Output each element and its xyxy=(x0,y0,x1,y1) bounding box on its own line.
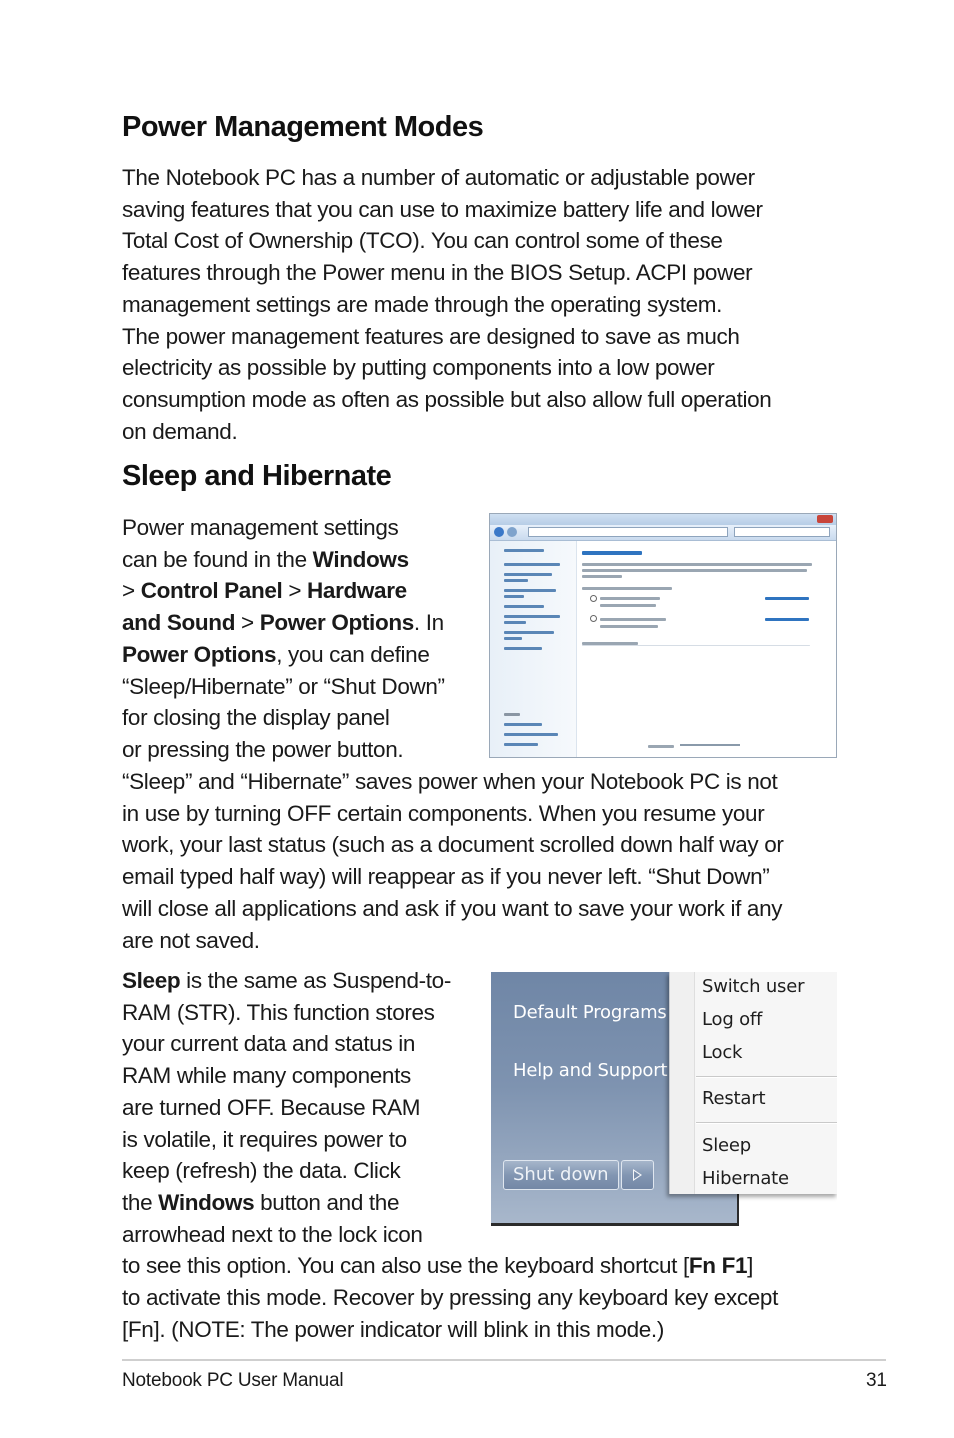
text-line: to see this option. You can also use the keyboard shortcut [Fn F1] xyxy=(122,1253,754,1279)
shutdown-options-arrow-button[interactable] xyxy=(621,1160,654,1190)
sleep-hibernate-body xyxy=(122,766,784,956)
text-line: are turned OFF. Because RAM xyxy=(122,1094,421,1120)
text-line: arrowhead next to the lock icon xyxy=(122,1221,423,1247)
text-line: [Fn]. (NOTE: The power indicator will blink in this mode.) xyxy=(122,1316,664,1342)
text-line: Power Options, you can define xyxy=(122,641,430,667)
text-line: your current data and status in xyxy=(122,1031,416,1057)
brightness-slider xyxy=(680,744,740,746)
sleep-hibernate-intro xyxy=(122,512,445,766)
text-line: or pressing the power button. xyxy=(122,736,404,762)
text-line: can be found in the Windows xyxy=(122,546,409,572)
task-pane xyxy=(490,541,577,758)
text-line: are not saved. xyxy=(122,927,260,953)
text-line: RAM while many components xyxy=(122,1063,411,1089)
text-line: > Control Panel > Hardware xyxy=(122,578,407,604)
text-line: “Sleep/Hibernate” or “Shut Down” xyxy=(122,673,445,699)
start-menu-screenshot xyxy=(491,972,837,1226)
text-line: management settings are made through the operating system. xyxy=(122,291,723,317)
menu-separator xyxy=(696,1076,837,1078)
text-line: RAM (STR). This function stores xyxy=(122,999,435,1025)
shutdown-options-menu xyxy=(669,972,837,1194)
default-programs-item[interactable]: Default Programs xyxy=(513,1002,667,1023)
footer-title: Notebook PC User Manual xyxy=(122,1370,344,1391)
text-line: the Windows button and the xyxy=(122,1189,400,1215)
text-line: The power management features are designed to save as much xyxy=(122,323,740,349)
help-and-support-item[interactable]: Help and Support xyxy=(513,1060,668,1081)
text-line: Total Cost of Ownership (TCO). You can control some of these xyxy=(122,228,723,254)
arrow-right-icon xyxy=(633,1169,642,1181)
back-icon xyxy=(494,527,504,537)
text-line: in use by turning OFF certain components. When you resume your xyxy=(122,800,765,826)
section-heading-power-management: Power Management Modes xyxy=(122,111,484,143)
power-management-paragraph xyxy=(122,162,771,447)
text-line: saving features that you can use to maximize battery life and lower xyxy=(122,196,763,222)
shut-down-button[interactable]: Shut down xyxy=(503,1160,619,1190)
text-line: work, your last status (such as a document scrolled down half way or xyxy=(122,832,784,858)
search-field xyxy=(734,527,830,537)
window-titlebar xyxy=(490,514,836,525)
forward-icon xyxy=(507,527,517,537)
text-line: is volatile, it requires power to xyxy=(122,1126,407,1152)
text-line: will close all applications and ask if you want to save your work if any xyxy=(122,895,783,921)
text-line: consumption mode as often as possible but also allow full operation xyxy=(122,386,772,412)
address-field xyxy=(528,527,728,537)
menu-item-sleep[interactable]: Sleep xyxy=(702,1135,752,1156)
menu-icon-strip xyxy=(670,972,695,1194)
divider xyxy=(491,1223,739,1226)
menu-item-lock[interactable]: Lock xyxy=(702,1042,743,1063)
menu-item-hibernate[interactable]: Hibernate xyxy=(702,1168,789,1189)
divider xyxy=(737,1194,739,1226)
menu-separator xyxy=(696,1122,837,1124)
text-line: on demand. xyxy=(122,418,238,444)
text-line: email typed half way) will reappear as if you never left. “Shut Down” xyxy=(122,864,770,890)
address-bar xyxy=(490,525,836,541)
page-number: 31 xyxy=(866,1370,887,1391)
section-heading-sleep-hibernate: Sleep and Hibernate xyxy=(122,460,392,492)
menu-item-log-off[interactable]: Log off xyxy=(702,1009,763,1030)
text-line: for closing the display panel xyxy=(122,705,390,731)
text-line: Power management settings xyxy=(122,515,399,540)
footer-rule xyxy=(122,1359,886,1361)
text-line: to activate this mode. Recover by pressing any keyboard key except xyxy=(122,1285,778,1311)
text-line: keep (refresh) the data. Click xyxy=(122,1158,401,1184)
close-icon xyxy=(817,515,833,523)
menu-item-restart[interactable]: Restart xyxy=(702,1088,766,1109)
text-line: electricity as possible by putting components into a low power xyxy=(122,355,715,381)
text-line: “Sleep” and “Hibernate” saves power when your Notebook PC is not xyxy=(122,769,778,794)
menu-item-switch-user[interactable]: Switch user xyxy=(702,976,805,997)
text-line: Sleep is the same as Suspend-to- xyxy=(122,968,451,993)
text-line: and Sound > Power Options. In xyxy=(122,610,444,636)
text-line: The Notebook PC has a number of automatic or adjustable power xyxy=(122,165,755,190)
power-options-screenshot xyxy=(489,513,837,758)
text-line: features through the Power menu in the BIOS Setup. ACPI power xyxy=(122,260,753,286)
